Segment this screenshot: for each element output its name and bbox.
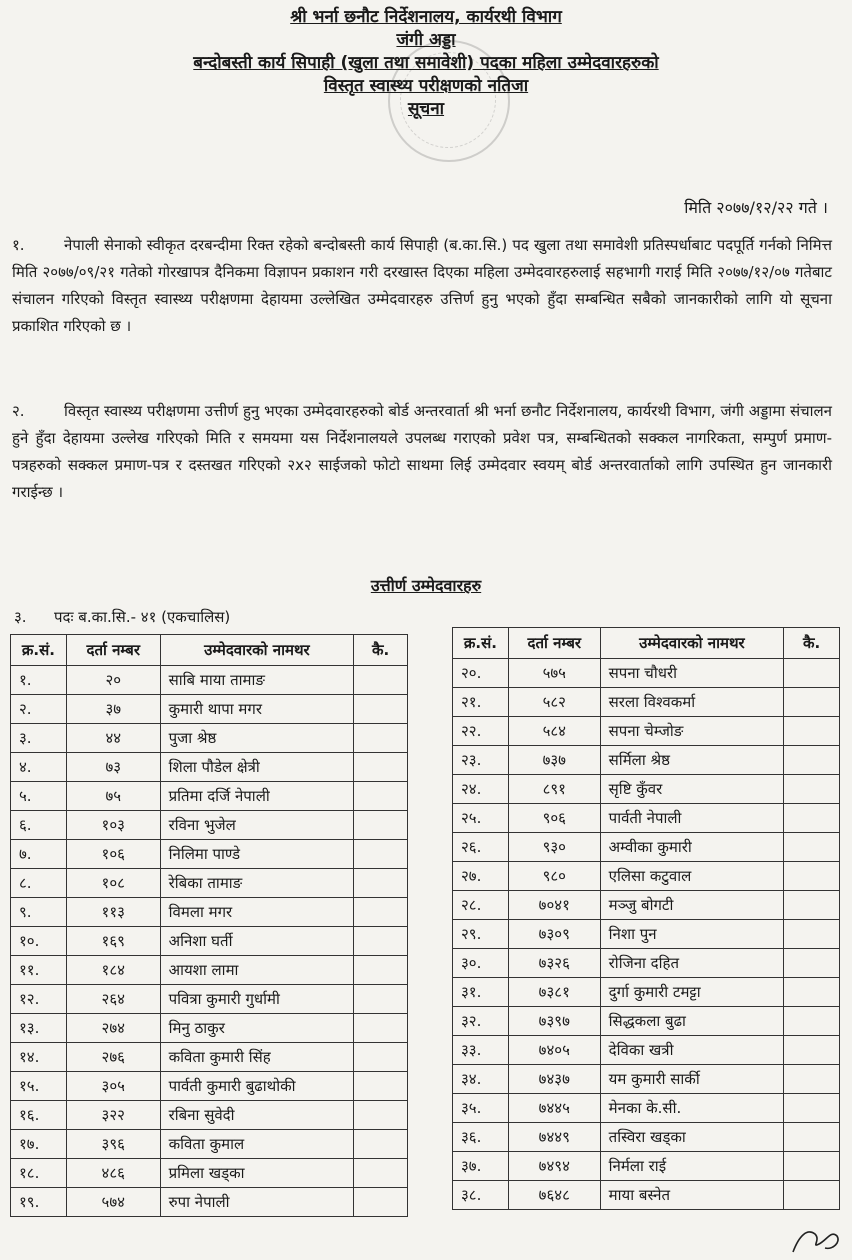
candidate-name-cell: दुर्गा कुमारी टमट्टा [600,978,784,1007]
reg-no-cell: २६४ [66,985,160,1014]
table-row [11,724,408,753]
table-row [453,775,840,804]
table-row [453,1094,840,1123]
serial-cell: ३३. [453,1036,509,1065]
table-row [453,746,840,775]
candidate-name-cell: सर्मिला श्रेष्ठ [600,746,784,775]
serial-cell: ४. [11,753,67,782]
header-candidate-name: उम्मेदवारको नामथर [600,628,784,659]
remarks-cell [784,920,840,949]
candidate-name-cell: रेबिका तामाङ [160,869,354,898]
serial-cell: २७. [453,862,509,891]
candidate-name-cell: यम कुमारी सार्की [600,1065,784,1094]
table-row [11,1072,408,1101]
table-row [11,840,408,869]
candidate-name-cell: सृष्टि कुँवर [600,775,784,804]
header-remarks: कै. [354,635,408,666]
serial-cell: १५. [11,1072,67,1101]
post-line [14,607,230,627]
table-row [11,1043,408,1072]
remarks-cell [784,1152,840,1181]
candidate-name-cell: मेनका के.सी. [600,1094,784,1123]
candidate-name-cell: कुमारी थापा मगर [160,695,354,724]
remarks-cell [354,898,408,927]
reg-no-cell: ११३ [66,898,160,927]
serial-cell: ३६. [453,1123,509,1152]
remarks-cell [784,1036,840,1065]
reg-no-cell: ८९१ [508,775,600,804]
candidate-name-cell: मञ्जु बोगटी [600,891,784,920]
remarks-cell [354,956,408,985]
remarks-cell [784,1094,840,1123]
table-row [11,1130,408,1159]
table-header-row [453,628,840,659]
table-header-row [11,635,408,666]
table-row [11,695,408,724]
remarks-cell [354,1101,408,1130]
candidate-name-cell: तस्विरा खड्का [600,1123,784,1152]
reg-no-cell: १०६ [66,840,160,869]
serial-cell: ३८. [453,1181,509,1210]
serial-cell: १६. [11,1101,67,1130]
candidate-name-cell: देविका खत्री [600,1036,784,1065]
reg-no-cell: ७३७ [508,746,600,775]
candidate-name-cell: प्रतिमा दर्जि नेपाली [160,782,354,811]
candidate-name-cell: शिला पौडेल क्षेत्री [160,753,354,782]
reg-no-cell: ३२२ [66,1101,160,1130]
reg-no-cell: ७४४९ [508,1123,600,1152]
results-body-right [453,659,840,1210]
serial-cell: १९. [11,1188,67,1217]
serial-cell: ११. [11,956,67,985]
table-row [11,927,408,956]
serial-cell: २२. [453,717,509,746]
remarks-cell [784,659,840,688]
table-row [453,1152,840,1181]
reg-no-cell: ७३८१ [508,978,600,1007]
paragraph-2-number: २. [12,402,25,420]
reg-no-cell: ९३० [508,833,600,862]
notice-header [0,6,852,121]
reg-no-cell: ७३०९ [508,920,600,949]
candidate-name-cell: आयशा लामा [160,956,354,985]
table-row [11,898,408,927]
table-row [453,804,840,833]
remarks-cell [784,862,840,891]
candidate-name-cell: निलिमा पाण्डे [160,840,354,869]
table-row [11,1101,408,1130]
header-army-hq: जंगी अड्डा [396,30,456,50]
reg-no-cell: ३०५ [66,1072,160,1101]
candidate-name-cell: मिनु ठाकुर [160,1014,354,1043]
reg-no-cell: ७०४१ [508,891,600,920]
remarks-cell [354,1043,408,1072]
paragraph-1 [12,232,832,340]
header-result-title: विस्तृत स्वास्थ्य परीक्षणको नतिजा [323,76,529,96]
reg-no-cell: २७६ [66,1043,160,1072]
remarks-cell [784,1007,840,1036]
candidate-name-cell: सरला विश्वकर्मा [600,688,784,717]
paragraph-1-number: १. [12,236,25,254]
reg-no-cell: १०३ [66,811,160,840]
serial-cell: ५. [11,782,67,811]
table-row [453,659,840,688]
header-serial: क्र.सं. [11,635,67,666]
table-row [11,1188,408,1217]
header-post-title: बन्दोबस्ती कार्य सिपाही (खुला तथा समावेशी) पदका महिला उम्मेदवारहरुको [193,53,659,73]
notice-date: मिति २०७७/१२/२२ गते । [684,198,828,217]
serial-cell: १०. [11,927,67,956]
remarks-cell [354,782,408,811]
serial-cell: २५. [453,804,509,833]
candidate-name-cell: पुजा श्रेष्ठ [160,724,354,753]
serial-cell: ६. [11,811,67,840]
serial-cell: ३१. [453,978,509,1007]
remarks-cell [784,949,840,978]
reg-no-cell: १०८ [66,869,160,898]
remarks-cell [354,1014,408,1043]
remarks-cell [784,833,840,862]
serial-cell: २. [11,695,67,724]
table-row [453,1181,840,1210]
remarks-cell [354,1072,408,1101]
candidate-name-cell: निशा पुन [600,920,784,949]
reg-no-cell: ७३ [66,753,160,782]
table-row [453,978,840,1007]
table-row [11,666,408,695]
candidate-name-cell: रोजिना दहित [600,949,784,978]
reg-no-cell: ७६४८ [508,1181,600,1210]
remarks-cell [784,891,840,920]
remarks-cell [354,985,408,1014]
remarks-cell [354,1130,408,1159]
remarks-cell [354,927,408,956]
serial-cell: ३५. [453,1094,509,1123]
candidate-name-cell: कविता कुमारी सिंह [160,1043,354,1072]
table-row [453,891,840,920]
header-candidate-name: उम्मेदवारको नामथर [160,635,354,666]
remarks-cell [784,1065,840,1094]
reg-no-cell: १८४ [66,956,160,985]
table-row [11,956,408,985]
candidate-name-cell: निर्मला राई [600,1152,784,1181]
candidate-name-cell: एलिसा कटुवाल [600,862,784,891]
remarks-cell [354,1159,408,1188]
remarks-cell [784,775,840,804]
reg-no-cell: ९८० [508,862,600,891]
signature-mark [785,1218,845,1258]
table-row [453,920,840,949]
serial-cell: ८. [11,869,67,898]
reg-no-cell: २० [66,666,160,695]
serial-cell: २९. [453,920,509,949]
serial-cell: १८. [11,1159,67,1188]
table-row [11,869,408,898]
candidate-name-cell: सिद्धकला बुढा [600,1007,784,1036]
reg-no-cell: ७३९७ [508,1007,600,1036]
serial-cell: २४. [453,775,509,804]
reg-no-cell: ९०६ [508,804,600,833]
reg-no-cell: ७४०५ [508,1036,600,1065]
reg-no-cell: २७४ [66,1014,160,1043]
serial-cell: १३. [11,1014,67,1043]
header-serial: क्र.सं. [453,628,509,659]
table-row [11,985,408,1014]
table-row [453,833,840,862]
post-line-text: पदः ब.का.सि.- ४१ (एकचालिस) [54,608,231,626]
remarks-cell [354,695,408,724]
reg-no-cell: ५७५ [508,659,600,688]
remarks-cell [784,688,840,717]
remarks-cell [784,717,840,746]
results-table-right [452,627,840,1210]
table-row [11,753,408,782]
candidate-name-cell: पार्वती कुमारी बुढाथोकी [160,1072,354,1101]
table-row [453,717,840,746]
candidate-name-cell: सपना चेम्जोङ [600,717,784,746]
candidate-name-cell: रुपा नेपाली [160,1188,354,1217]
header-reg-no: दर्ता नम्बर [508,628,600,659]
candidate-name-cell: रबिना सुवेदी [160,1101,354,1130]
reg-no-cell: ५८२ [508,688,600,717]
table-row [11,782,408,811]
serial-cell: २८. [453,891,509,920]
reg-no-cell: ७४४५ [508,1094,600,1123]
table-row [453,949,840,978]
remarks-cell [354,811,408,840]
candidate-name-cell: रविना भुजेल [160,811,354,840]
table-row [453,688,840,717]
serial-cell: १७. [11,1130,67,1159]
serial-cell: ९. [11,898,67,927]
reg-no-cell: ७४९४ [508,1152,600,1181]
serial-cell: ३०. [453,949,509,978]
table-row [453,1123,840,1152]
candidate-name-cell: अनिशा घर्ती [160,927,354,956]
candidate-name-cell: विमला मगर [160,898,354,927]
reg-no-cell: ३७ [66,695,160,724]
candidate-name-cell: पवित्रा कुमारी गुर्धामी [160,985,354,1014]
candidate-name-cell: कविता कुमाल [160,1130,354,1159]
remarks-cell [354,753,408,782]
candidate-name-cell: माया बस्नेत [600,1181,784,1210]
remarks-cell [784,746,840,775]
reg-no-cell: ३९६ [66,1130,160,1159]
table-row [11,1159,408,1188]
candidate-name-cell: साबि माया तामाङ [160,666,354,695]
paragraph-2 [12,398,832,506]
serial-cell: ७. [11,840,67,869]
remarks-cell [354,840,408,869]
candidate-name-cell: सपना चौधरी [600,659,784,688]
serial-cell: १२. [11,985,67,1014]
reg-no-cell: ५७४ [66,1188,160,1217]
candidate-name-cell: अम्वीका कुमारी [600,833,784,862]
remarks-cell [784,978,840,1007]
paragraph-2-text: विस्तृत स्वास्थ्य परीक्षणमा उत्तीर्ण हुनु भएका उम्मेदवारहरुको बोर्ड अन्तरवार्ता श्री भर्ना छनौट निर्देशनालय, कार्यरथी विभाग, जंगी अड्डामा संचालन हुने हुँदा देहायमा उल्लेख गरिएको मिति र समयमा यस निर्देशनालयले उपलब्ध गराएको प्रवेश पत्र, सम्बन्धितको सक्कल नागरिकता, सम्पुर्ण प्रमाण-पत्रहरुको सक्कल प्रमाण-पत्र र दस्तखत गरिएको २x२ साईजको फोटो साथमा लिई उम्मेदवार स्वयम् बोर्ड अन्तरवार्ताको लागि उपस्थित हुन जानकारी गराईन्छ । [12,402,832,501]
reg-no-cell: ७३२६ [508,949,600,978]
paragraph-1-text: नेपाली सेनाको स्वीकृत दरबन्दीमा रिक्त रहेको बन्दोबस्ती कार्य सिपाही (ब.का.सि.) पद खुला तथा समावेशी प्रतिस्पर्धाबाट पदपूर्ति गर्नको निमित्त मिति २०७७/०९/२१ गतेको गोरखापत्र दैनिकमा विज्ञापन प्रकाशन गरी दरखास्त दिएका महिला उम्मेदवारहरुलाई सहभागी गराई मिति २०७७/१२/०७ गतेबाट संचालन गरिएको विस्तृत स्वास्थ्य परीक्षणमा देहायमा उल्लेखित उम्मेदवारहरु उत्तिर्ण हुनु भएको हुँदा सम्बन्धित सबैको जानकारीको लागि यो सूचना प्रकाशित गरिएको छ । [12,236,832,335]
serial-cell: २६. [453,833,509,862]
remarks-cell [784,1123,840,1152]
serial-cell: ३२. [453,1007,509,1036]
reg-no-cell: ७४३७ [508,1065,600,1094]
reg-no-cell: ५८४ [508,717,600,746]
remarks-cell [784,1181,840,1210]
remarks-cell [354,724,408,753]
passed-candidates-title: उत्तीर्ण उम्मेदवारहरु [370,576,482,595]
reg-no-cell: ४४ [66,724,160,753]
table-row [11,811,408,840]
serial-cell: १४. [11,1043,67,1072]
table-row [11,1014,408,1043]
serial-cell: २३. [453,746,509,775]
header-remarks: कै. [784,628,840,659]
table-row [453,1036,840,1065]
serial-cell: २१. [453,688,509,717]
table-row [453,862,840,891]
candidate-name-cell: प्रमिला खड्का [160,1159,354,1188]
serial-cell: ३. [11,724,67,753]
header-notice-label: सूचना [407,99,445,119]
remarks-cell [784,804,840,833]
candidate-name-cell: पार्वती नेपाली [600,804,784,833]
reg-no-cell: १६९ [66,927,160,956]
serial-cell: ३७. [453,1152,509,1181]
serial-cell: ३४. [453,1065,509,1094]
remarks-cell [354,1188,408,1217]
remarks-cell [354,666,408,695]
reg-no-cell: ७५ [66,782,160,811]
table-row [453,1065,840,1094]
results-body-left [11,666,408,1217]
reg-no-cell: ४८६ [66,1159,160,1188]
serial-cell: २०. [453,659,509,688]
post-line-number: ३. [14,608,27,626]
results-table-left [10,634,408,1217]
table-row [453,1007,840,1036]
serial-cell: १. [11,666,67,695]
remarks-cell [354,869,408,898]
header-directorate: श्री भर्ना छनौट निर्देशनालय, कार्यरथी विभाग [290,7,562,27]
header-reg-no: दर्ता नम्बर [66,635,160,666]
